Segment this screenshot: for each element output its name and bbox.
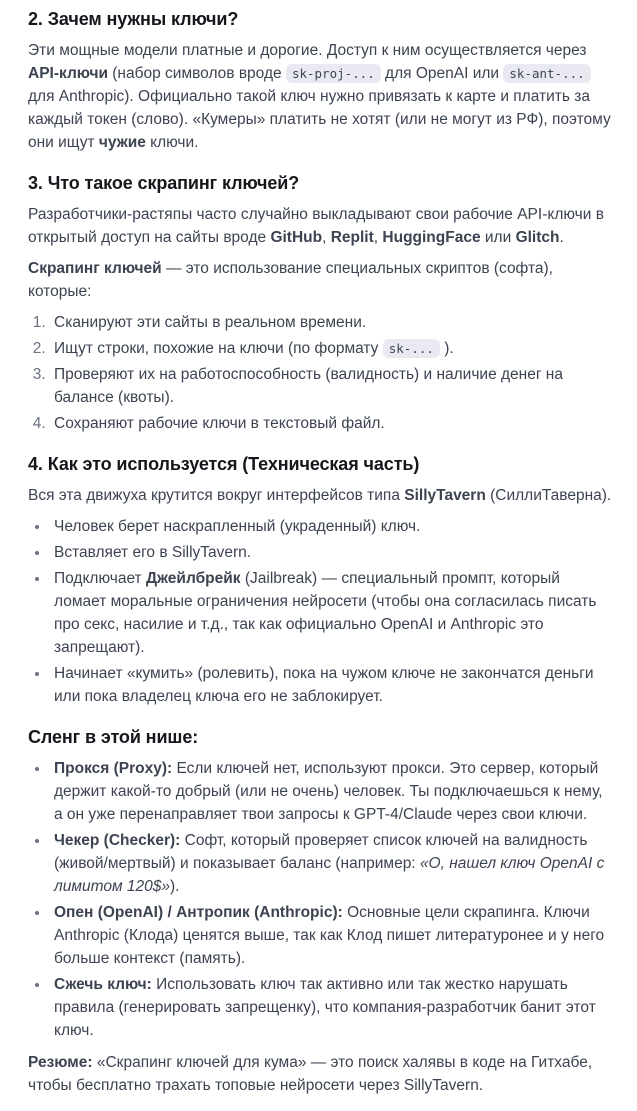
- list-item: [50, 757, 614, 826]
- text-run: Начинает «кумить» (ролевить), пока на чужом ключе не закончатся деньги или пока владелец ключа его не заблокирует.: [54, 665, 594, 705]
- section-heading: 2. Зачем нужны ключи?: [28, 9, 239, 29]
- text-run: Эти мощные модели платные и дорогие. Доступ к ним осуществляется через: [28, 42, 587, 59]
- text-run: Софт, который проверяет список ключей на валидность (живой/мертвый) и показывает баланс (например:: [54, 832, 588, 872]
- text-run: для OpenAI или: [380, 65, 504, 82]
- inline-code: sk-proj-...: [286, 64, 381, 83]
- text-run: .: [559, 229, 564, 246]
- text-run: ,: [322, 229, 331, 246]
- text-run: ).: [439, 340, 454, 357]
- bold-run: API-ключи: [28, 65, 108, 82]
- text-run: Человек берет наскрапленный (украденный) ключ.: [54, 518, 421, 535]
- rendered-markdown-content: [28, 8, 614, 1097]
- bullet-list: [28, 515, 614, 708]
- bold-run: HuggingFace: [382, 229, 481, 246]
- paragraph: [28, 1051, 614, 1097]
- text-run: (набор символов вроде: [107, 65, 286, 82]
- list-item: [50, 829, 614, 898]
- ordered-list: [28, 311, 614, 435]
- list-item: [50, 412, 614, 435]
- list-item: [50, 567, 614, 659]
- bold-run: Опен (OpenAI) / Антропик (Anthropic):: [54, 904, 343, 921]
- bold-run: GitHub: [270, 229, 323, 246]
- bold-run: SillyTavern: [404, 487, 486, 504]
- list-item: [50, 901, 614, 970]
- text-run: Вставляет его в SillyTavern.: [54, 544, 252, 561]
- text-run: Проверяют их на работоспособность (валидность) и наличие денег на балансе (квоты).: [54, 366, 563, 406]
- bold-run: Replit: [330, 229, 374, 246]
- italic-run: «О, нашел ключ OpenAI с лимитом 120$»: [54, 855, 605, 895]
- paragraph: [28, 484, 614, 507]
- bold-run: Скрапинг ключей: [28, 260, 162, 277]
- text-run: Ищут строки, похожие на ключи (по формату: [54, 340, 383, 357]
- inline-code: sk-ant-...: [503, 64, 590, 83]
- list-item: [50, 973, 614, 1042]
- text-run: Подключает: [54, 570, 146, 587]
- text-run: для Anthropic). Официально такой ключ нужно привязать к карте и платить за каждый токен (слово). «Кумеры» платить не хотят (или не могут из РФ), поэтому они ищут: [28, 88, 611, 151]
- list-item: [50, 311, 614, 334]
- text-run: Вся эта движуха крутится вокруг интерфейсов типа: [28, 487, 405, 504]
- text-run: (Jailbreak) — специальный промпт, который ломает моральные ограничения нейросети (чтобы она согласилась писать про секс, насилие и т.д., так как официально OpenAI и Anthropic это запрещают).: [54, 570, 597, 656]
- text-run: Если ключей нет, используют прокси. Это сервер, который держит какой-то добрый (или не очень) человек. Ты подключаешься к нему, а он уже перенаправляет твои запросы к GPT-4/Claude через свои ключи.: [54, 760, 603, 823]
- text-run: «Скрапинг ключей для кума» — это поиск халявы в коде на Гитхабе, чтобы бесплатно трахать топовые нейросети через SillyTavern.: [28, 1054, 593, 1094]
- bold-run: Glitch: [515, 229, 560, 246]
- list-item: [50, 662, 614, 708]
- bold-run: Джейлбрейк: [145, 570, 241, 587]
- paragraph: [28, 257, 614, 303]
- text-run: ,: [373, 229, 383, 246]
- bullet-list: [28, 757, 614, 1042]
- text-run: Сохраняют рабочие ключи в текстовый файл.: [54, 415, 385, 432]
- text-run: Сканируют эти сайты в реальном времени.: [54, 314, 367, 331]
- paragraph: [28, 39, 614, 154]
- text-run: или: [480, 229, 516, 246]
- bold-run: Сжечь ключ:: [54, 976, 152, 993]
- section-heading: Сленг в этой нише:: [28, 727, 199, 747]
- bold-run: Чекер (Checker):: [54, 832, 181, 849]
- list-item: [50, 337, 614, 360]
- text-run: ключи.: [145, 134, 199, 151]
- bold-run: Резюме:: [28, 1054, 93, 1071]
- text-run: Разработчики-растяпы часто случайно выкладывают свои рабочие API-ключи в открытый доступ на сайты вроде: [28, 206, 604, 246]
- inline-code: sk-...: [383, 339, 440, 358]
- paragraph: [28, 203, 614, 249]
- text-run: (СиллиТаверна).: [485, 487, 612, 504]
- section-heading: 4. Как это используется (Техническая часть): [28, 454, 420, 474]
- text-run: Основные цели скрапинга. Ключи Anthropic (Клода) ценятся выше, так как Клод пишет литературонее и у него больше контекст (память).: [54, 904, 605, 967]
- section-heading: 3. Что такое скрапинг ключей?: [28, 173, 300, 193]
- bold-run: Прокся (Proxy):: [54, 760, 173, 777]
- list-item: [50, 363, 614, 409]
- list-item: [50, 515, 614, 538]
- text-run: Использовать ключ так активно или так жестко нарушать правила (генерировать запрещенку), что компания-разработчик банит этот ключ.: [54, 976, 596, 1039]
- bold-run: чужие: [98, 134, 146, 151]
- text-run: — это использование специальных скриптов (софта), которые:: [28, 260, 553, 300]
- text-run: ).: [170, 878, 180, 895]
- list-item: [50, 541, 614, 564]
